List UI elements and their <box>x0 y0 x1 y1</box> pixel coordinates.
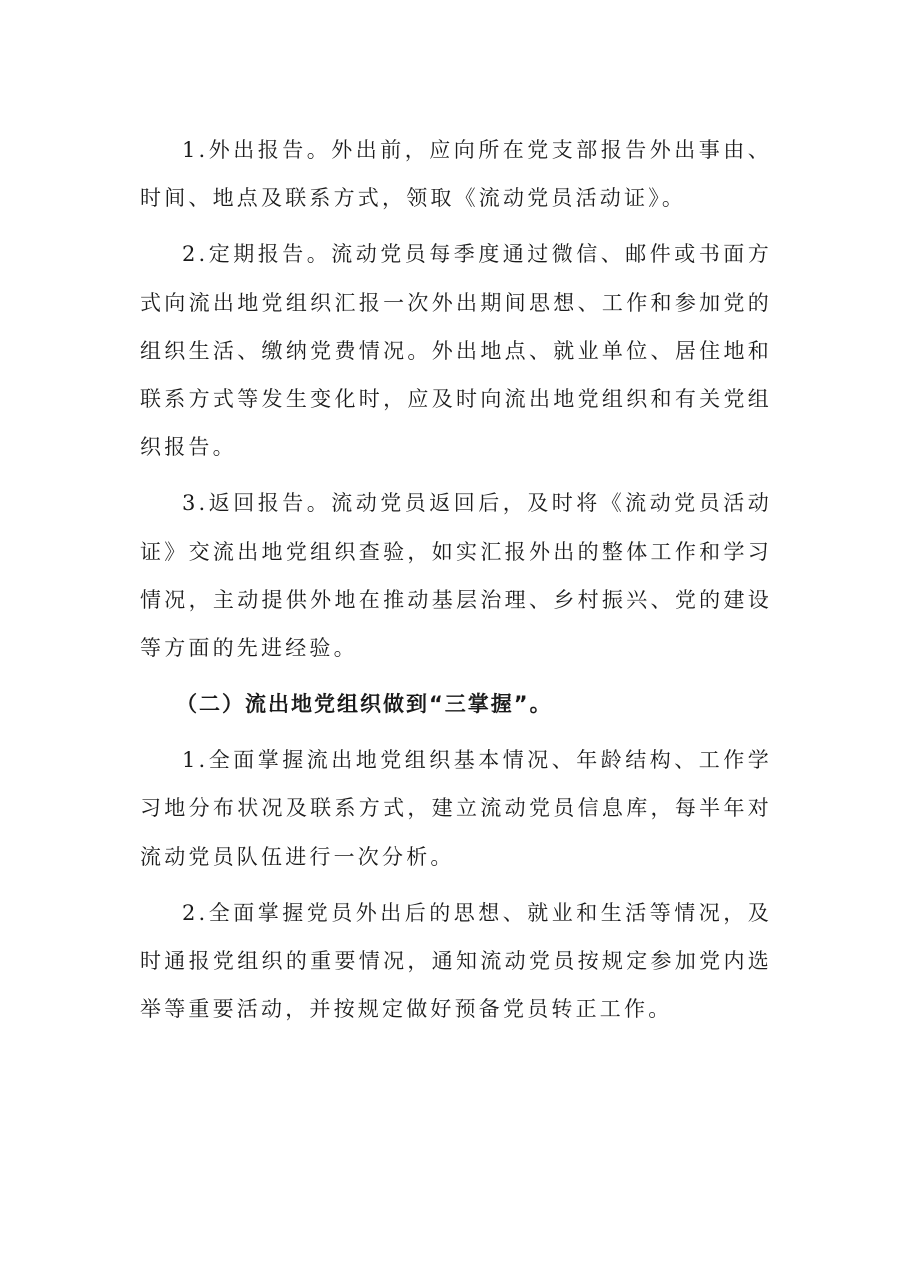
paragraph-gap <box>140 222 772 230</box>
paragraph-gap <box>140 881 772 889</box>
paragraph-periodic-report: 2.定期报告。流动党员每季度通过微信、邮件或书面方式向流出地党组织汇报一次外出期间思想、工作和参加党的组织生活、缴纳党费情况。外出地点、就业单位、居住地和联系方式等发生变化时，应及时向流出地党组织和有关党组织报告。 <box>140 242 772 460</box>
paragraph-master-basic-info: 1.全面掌握流出地党组织基本情况、年龄结构、工作学习地分布状况及联系方式，建立流动党员信息库，每半年对流动党员队伍进行一次分析。 <box>140 748 772 869</box>
paragraph-outgoing-report: 1.外出报告。外出前，应向所在党支部报告外出事由、时间、地点及联系方式，领取《流动党员活动证》。 <box>140 138 772 211</box>
section-heading: （二）流出地党组织做到“三掌握”。 <box>176 692 553 717</box>
paragraph-gap <box>140 672 772 680</box>
paragraph-gap <box>140 728 772 736</box>
paragraph-return-report: 3.返回报告。流动党员返回后，及时将《流动党员活动证》交流出地党组织查验，如实汇报外出的整体工作和学习情况，主动提供外地在推动基层治理、乡村振兴、党的建设等方面的先进经验。 <box>140 491 772 661</box>
paragraph-master-member-status: 2.全面掌握党员外出后的思想、就业和生活等情况，及时通报党组织的重要情况，通知流动党员按规定参加党内选举等重要活动，并按规定做好预备党员转正工作。 <box>140 900 772 1022</box>
document-page <box>140 126 772 1033</box>
paragraph-gap <box>140 471 772 479</box>
